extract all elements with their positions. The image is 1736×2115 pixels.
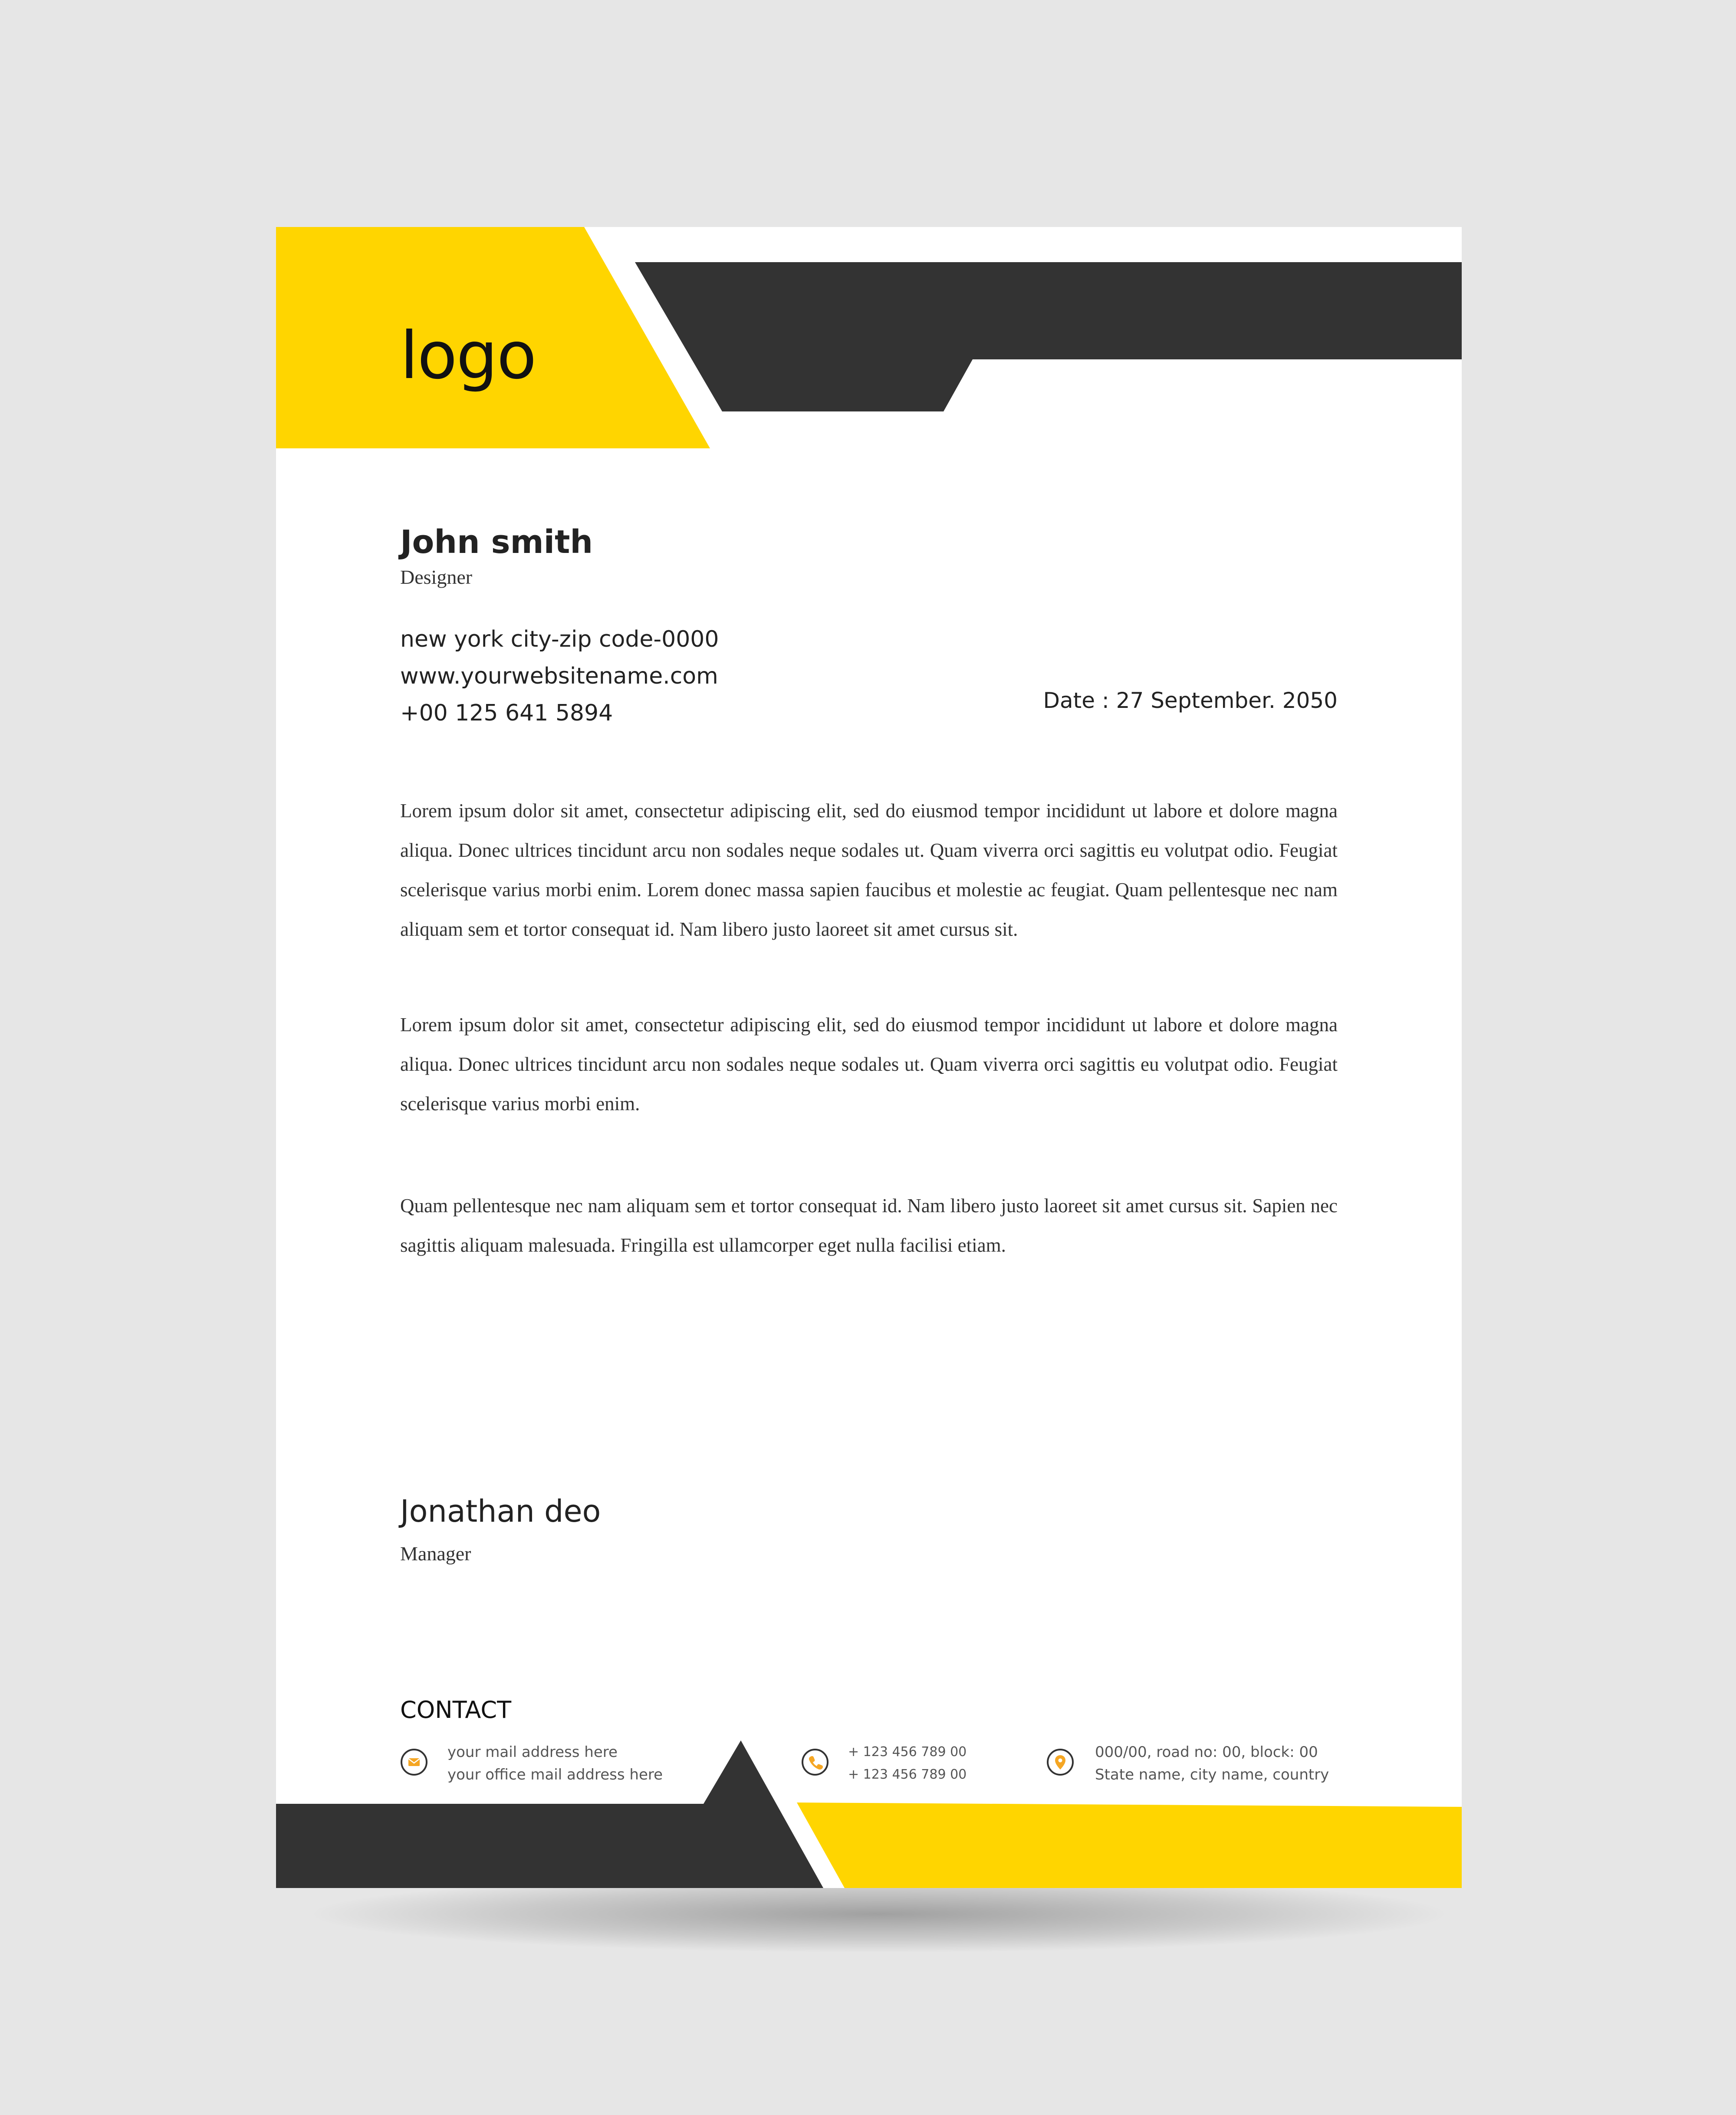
contact-email-line-2: your office mail address here xyxy=(447,1766,663,1783)
logo: logo xyxy=(400,318,536,394)
body-paragraph-3: Quam pellentesque nec nam aliquam sem et tortor consequat id. Nam libero justo laoreet sit amet cursus sit. Sapien nec sagittis aliquam malesuada. Fringilla est ullamcorper eget nulla facilisi etiam. xyxy=(400,1195,1338,1256)
sender-title: Designer xyxy=(400,566,473,588)
phone-icon xyxy=(801,1748,829,1776)
sender-website: www.yourwebsitename.com xyxy=(400,663,718,689)
contact-phone-line-2: + 123 456 789 00 xyxy=(848,1767,967,1782)
contact-heading: CONTACT xyxy=(400,1696,512,1724)
location-pin-icon xyxy=(1046,1748,1074,1776)
sender-phone: +00 125 641 5894 xyxy=(400,700,613,726)
contact-location-line-2: State name, city name, country xyxy=(1095,1766,1329,1783)
body-paragraph-1: Lorem ipsum dolor sit amet, consectetur adipiscing elit, sed do eiusmod tempor incididunt ut labore et dolore magna aliqua. Donec ultrices tincidunt arcu non sodales neque sodales ut. Quam viverra orci sagittis eu volutpat odio. Feugiat scelerisque varius morbi enim. Lorem donec massa sapien faucibus et molestie ac feugiat. Quam pellentesque nec nam aliquam sem et tortor consequat id. Nam libero justo laoreet sit amet cursus sit. xyxy=(400,800,1338,940)
letterhead-page xyxy=(276,227,1462,1888)
contact-location xyxy=(1095,1741,1329,1786)
sender-name: John smith xyxy=(400,523,593,561)
contact-phone xyxy=(848,1741,967,1786)
signature-title: Manager xyxy=(400,1543,471,1565)
sender-address-block xyxy=(400,621,719,732)
body-paragraph-2: Lorem ipsum dolor sit amet, consectetur adipiscing elit, sed do eiusmod tempor incididunt ut labore et dolore magna aliqua. Donec ultrices tincidunt arcu non sodales neque sodales ut. Quam viverra orci sagittis eu volutpat odio. Feugiat scelerisque varius morbi enim. xyxy=(400,1014,1338,1115)
header-dark-band xyxy=(635,262,1462,411)
sender-address: new york city-zip code-0000 xyxy=(400,626,719,652)
signature-name: Jonathan deo xyxy=(400,1493,601,1529)
contact-location-line-1: 000/00, road no: 00, block: 00 xyxy=(1095,1743,1318,1761)
mail-icon xyxy=(400,1748,428,1776)
contact-email xyxy=(447,1741,663,1786)
letter-date: Date : 27 September. 2050 xyxy=(1043,688,1338,713)
contact-email-line-1: your mail address here xyxy=(447,1743,618,1761)
footer-yellow-shape xyxy=(797,1803,1462,1888)
contact-phone-line-1: + 123 456 789 00 xyxy=(848,1744,967,1760)
